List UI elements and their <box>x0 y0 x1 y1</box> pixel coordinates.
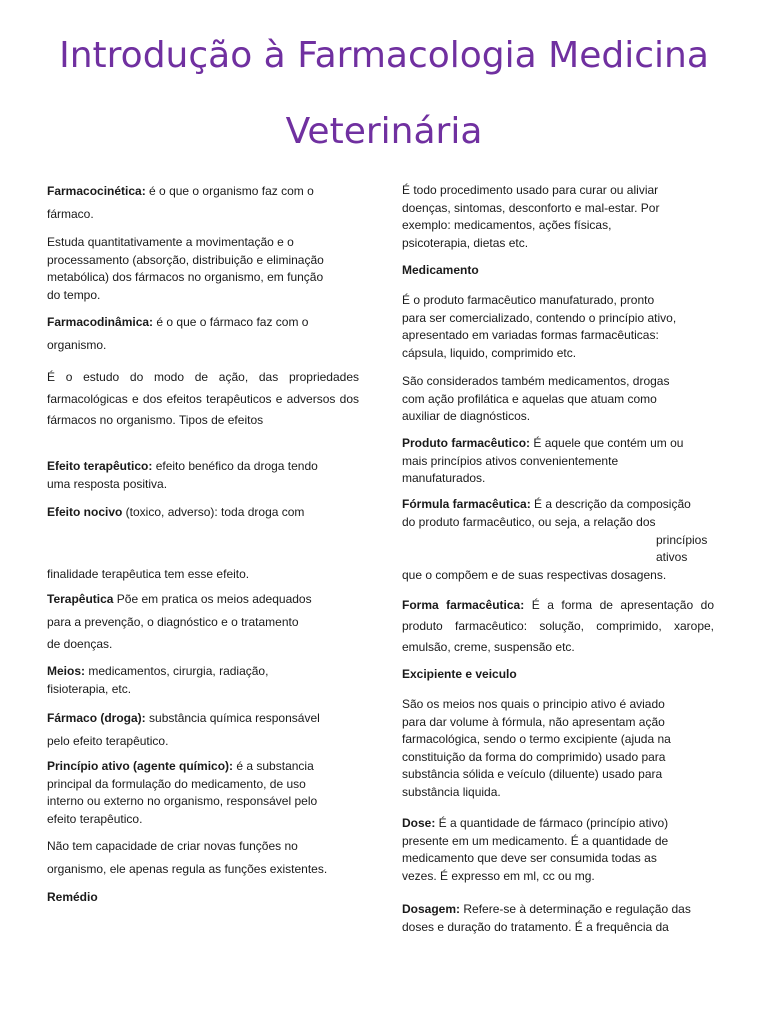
formula-term: Fórmula farmacêutica: <box>402 497 531 511</box>
forma-term: Forma farmacêutica: <box>402 598 525 612</box>
terapeutica-paragraph: Terapêutica Põe em pratica os meios adequados para a prevenção, o diagnóstico e o tratamento de doenças. <box>47 592 312 651</box>
page-title-line-1: Introdução à Farmacologia Medicina <box>59 35 709 76</box>
nao-tem-paragraph: Não tem capacidade de criar novas funções no organismo, ele apenas regula as funções existentes. <box>47 839 328 876</box>
remedio-heading: Remédio <box>47 890 98 904</box>
considerados-paragraph: São considerados também medicamentos, drogas com ação profilática e aquelas que atuam como auxiliar de diagnósticos. <box>402 374 670 423</box>
meios-principio-paragraph: São os meios nos quais o principio ativo é aviado para dar volume à fórmula, não apresentam ação farmacológica, sendo o termo excipiente (ajuda na constituição da forma do comprimido) usado para substância sólida e veículo (diluente) usado para substância liquida. <box>402 697 671 799</box>
principio-ativo-term: Princípio ativo (agente químico): <box>47 759 234 773</box>
terapeutica-term: Terapêutica <box>47 592 114 606</box>
farmacodinamica-paragraph: Farmacodinâmica: é o que o fármaco faz com o organismo. <box>47 315 309 352</box>
procedimento-paragraph: É todo procedimento usado para curar ou aliviar doenças, sintomas, desconforto e mal-estar. Por exemplo: medicamentos, ações físicas, psicoterapia, dietas etc. <box>402 183 660 250</box>
finalidade-paragraph: finalidade terapêutica tem esse efeito. <box>47 567 250 581</box>
dosagem-paragraph: Dosagem: Refere-se à determinação e regulação das doses e duração do tratamento. É a frequência da <box>402 902 691 934</box>
farmacodinamica-term: Farmacodinâmica: <box>47 315 154 329</box>
produto-def-paragraph: É o produto farmacêutico manufaturado, pronto para ser comercializado, contendo o princípio ativo, apresentado em variadas formas farmacêuticas: cápsula, liquido, comprimido etc. <box>402 293 677 360</box>
excipiente-heading: Excipiente e veiculo <box>402 667 517 681</box>
efeito-terapeutico-paragraph: Efeito terapêutico: efeito benéfico da droga tendo uma resposta positiva. <box>47 459 318 491</box>
farmaco-paragraph: Fármaco (droga): substância química responsável pelo efeito terapêutico. <box>47 711 320 748</box>
produto-farmaceutico-paragraph: Produto farmacêutico: É aquele que contém um ou mais princípios ativos convenientemente manufaturados. <box>402 436 684 485</box>
page-title-line-2: Veterinária <box>285 111 483 152</box>
estudo-modo-paragraph: É o estudo do modo de ação, das propriedades farmacológicas e dos efeitos terapêuticos e adversos dos fármacos no organismo. Tipos de efeitos <box>47 370 359 427</box>
meios-paragraph: Meios: medicamentos, cirurgia, radiação, fisioterapia, etc. <box>47 664 269 696</box>
medicamento-heading: Medicamento <box>402 263 479 277</box>
produto-farmaceutico-term: Produto farmacêutico: <box>402 436 531 450</box>
dosagem-term: Dosagem: <box>402 902 461 916</box>
dose-term: Dose: <box>402 816 436 830</box>
meios-term: Meios: <box>47 664 86 678</box>
farmacocinetica-paragraph: Farmacocinética: é o que o organismo faz com o fármaco. <box>47 184 314 221</box>
efeito-nocivo-paragraph: Efeito nocivo (toxico, adverso): toda droga com <box>47 505 305 519</box>
dose-paragraph: Dose: É a quantidade de fármaco (princípio ativo) presente em um medicamento. É a quantidade de medicamento que deve ser consumida todas as vezes. É expresso em ml, cc ou mg. <box>402 816 669 883</box>
efeito-terapeutico-term: Efeito terapêutico: <box>47 459 153 473</box>
principio-ativo-paragraph: Princípio ativo (agente químico): é a substancia principal da formulação do medicamento, de uso interno ou externo no organismo, responsável pelo efeito terapêutico. <box>47 759 318 826</box>
farmacocinetica-term: Farmacocinética: <box>47 184 146 198</box>
efeito-nocivo-term: Efeito nocivo <box>47 505 123 519</box>
forma-paragraph: Forma farmacêutica: É a forma de apresentação do produto farmacêutico: solução, comprimido, xarope, emulsão, creme, suspensão etc. <box>402 598 714 654</box>
farmaco-term: Fármaco (droga): <box>47 711 146 725</box>
estuda-paragraph: Estuda quantitativamente a movimentação e o processamento (absorção, distribuição e eliminação metabólica) dos fármacos no organismo, em função do tempo. <box>47 235 324 302</box>
